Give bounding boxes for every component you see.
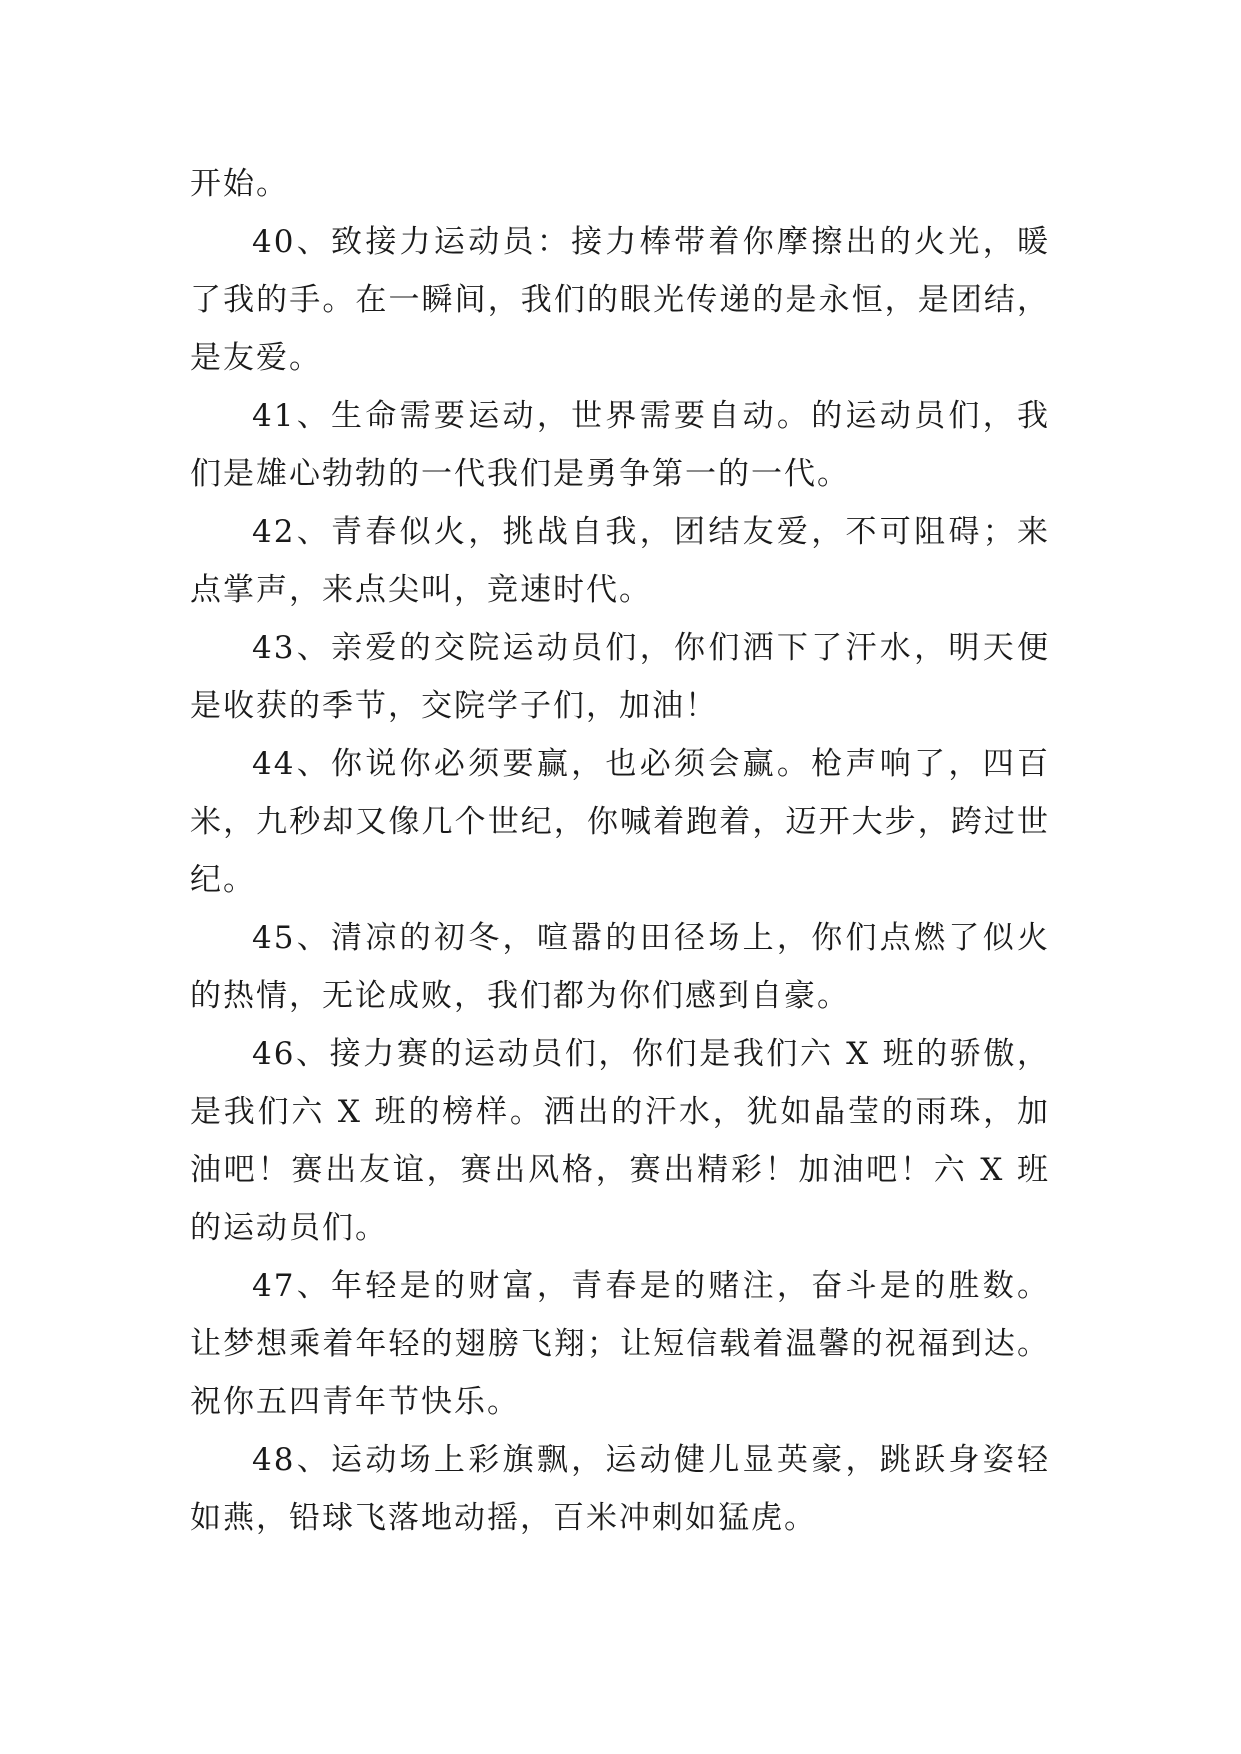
paragraph-continuation: 开始。 [190, 166, 289, 202]
paragraph-41: 41、生命需要运动，世界需要自动。的运动员们，我们是雄心勃勃的一代我们是勇争第一的一代。 [190, 398, 1050, 492]
paragraph-45: 45、清凉的初冬，喧嚣的田径场上，你们点燃了似火的热情，无论成败，我们都为你们感到自豪。 [190, 920, 1050, 1014]
paragraph-46: 46、接力赛的运动员们，你们是我们六 X 班的骄傲，是我们六 X 班的榜样。洒出的汗水，犹如晶莹的雨珠，加油吧！赛出友谊，赛出风格，赛出精彩！加油吧！六 X 班的运动员们。 [190, 1036, 1050, 1246]
paragraph-47: 47、年轻是的财富，青春是的赌注，奋斗是的胜数。让梦想乘着年轻的翅膀飞翔；让短信载着温馨的祝福到达。祝你五四青年节快乐。 [190, 1268, 1050, 1420]
paragraph-48: 48、运动场上彩旗飘，运动健儿显英豪，跳跃身姿轻如燕，铅球飞落地动摇，百米冲刺如猛虎。 [190, 1442, 1050, 1536]
paragraph-44: 44、你说你必须要赢，也必须会赢。枪声响了，四百米，九秒却又像几个世纪，你喊着跑着，迈开大步，跨过世纪。 [190, 746, 1050, 898]
paragraph-42: 42、青春似火，挑战自我，团结友爱，不可阻碍；来点掌声，来点尖叫，竞速时代。 [190, 514, 1050, 608]
paragraph-40: 40、致接力运动员：接力棒带着你摩擦出的火光，暖了我的手。在一瞬间，我们的眼光传递的是永恒，是团结，是友爱。 [190, 224, 1050, 376]
document-body [190, 155, 1050, 1547]
paragraph-43: 43、亲爱的交院运动员们，你们洒下了汗水，明天便是收获的季节，交院学子们，加油！ [190, 630, 1050, 724]
